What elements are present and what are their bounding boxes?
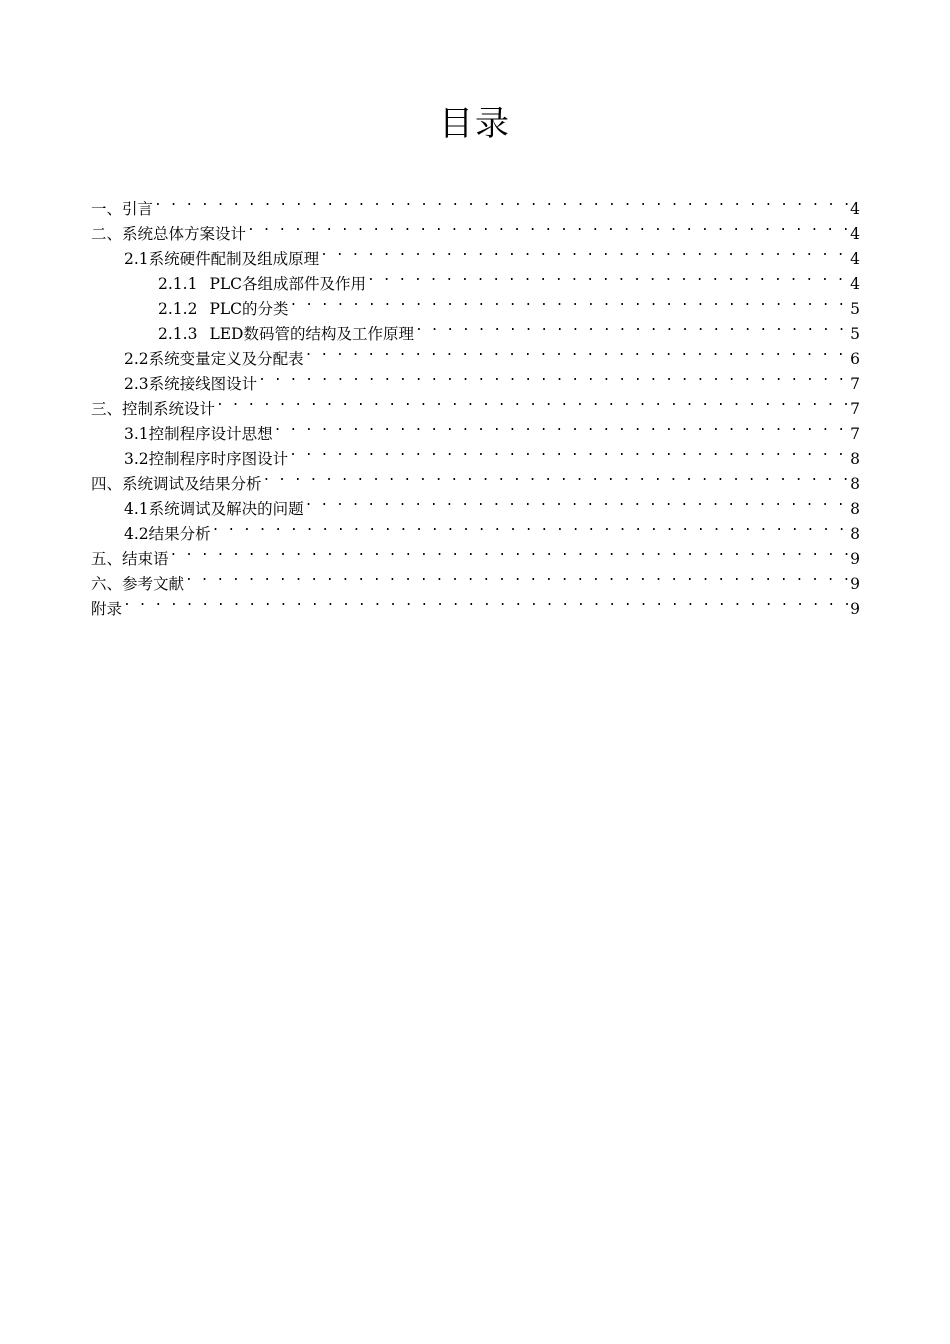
- toc-entry-label: 四、系统调试及结果分析: [91, 475, 262, 493]
- toc-page-number: 5: [850, 300, 860, 318]
- toc-entry-conclusion[interactable]: [91, 539, 860, 568]
- toc-page-number: 4: [850, 200, 860, 218]
- toc-dot-leader: [247, 214, 849, 239]
- toc-entry-2-1-2[interactable]: [91, 289, 860, 318]
- toc-entry-label: 系统调试及解决的问题: [148, 500, 304, 518]
- toc-page-number: 7: [850, 375, 860, 393]
- toc-dot-leader: [216, 389, 849, 414]
- toc-entry-label: 五、结束语: [91, 550, 169, 568]
- toc-dot-leader: [154, 189, 849, 214]
- toc-page-number: 8: [850, 500, 860, 518]
- toc-entry-label: 一、引言: [91, 200, 154, 218]
- toc-page-number: 8: [850, 525, 860, 543]
- toc-entry-label: PLC各组成部件及作用: [209, 275, 367, 293]
- toc-section-number: 2.1.2: [158, 300, 198, 318]
- toc-entry-label: LED数码管的结构及工作原理: [209, 325, 414, 343]
- toc-section-number: 4.1: [124, 500, 149, 518]
- toc-entry-references[interactable]: [91, 564, 860, 593]
- toc-entry-label: 系统接线图设计: [148, 375, 258, 393]
- toc-entry-label: 系统硬件配制及组成原理: [148, 250, 320, 268]
- toc-section-number: 3.2: [124, 450, 149, 468]
- toc-dot-leader: [320, 239, 849, 264]
- toc-entry-2-1-3[interactable]: [91, 314, 860, 343]
- toc-dot-leader: [185, 564, 849, 589]
- toc-entry-label: 系统变量定义及分配表: [148, 350, 304, 368]
- toc-entry-label: 三、控制系统设计: [91, 400, 216, 418]
- toc-entry-overall-design[interactable]: [91, 214, 860, 243]
- toc-entry-label: PLC的分类: [209, 300, 289, 318]
- toc-section-number: 2.1.3: [158, 325, 198, 343]
- toc-dot-leader: [305, 489, 849, 514]
- toc-page-number: 9: [850, 600, 860, 618]
- toc-page-number: 4: [850, 250, 860, 268]
- toc-page-number: 6: [850, 350, 860, 368]
- toc-dot-leader: [415, 314, 849, 339]
- toc-page-number: 4: [850, 225, 860, 243]
- toc-section-number: 4.2: [124, 525, 149, 543]
- toc-entry-introduction[interactable]: [91, 189, 860, 218]
- toc-section-number: 2.1: [124, 250, 149, 268]
- toc-entry-2-2[interactable]: [91, 339, 860, 368]
- toc-entry-label: 二、系统总体方案设计: [91, 225, 247, 243]
- toc-entry-label: 结果分析: [148, 525, 211, 543]
- toc-dot-leader: [123, 589, 849, 614]
- toc-section-number: 2.2: [124, 350, 149, 368]
- page-title: 目录: [439, 104, 511, 144]
- toc-entry-label: 六、参考文献: [91, 575, 185, 593]
- table-of-contents: [91, 189, 860, 618]
- toc-page-number: 4: [850, 275, 860, 293]
- toc-dot-leader: [170, 539, 850, 564]
- toc-dot-leader: [212, 514, 849, 539]
- toc-entry-label: 附录: [91, 600, 123, 618]
- toc-entry-label: 控制程序时序图设计: [148, 450, 289, 468]
- toc-dot-leader: [274, 414, 849, 439]
- toc-page-number: 8: [850, 450, 860, 468]
- toc-dot-leader: [289, 439, 849, 464]
- toc-dot-leader: [263, 464, 850, 489]
- toc-dot-leader: [305, 339, 849, 364]
- toc-entry-label: 控制程序设计思想: [148, 425, 273, 443]
- toc-section-number: 2.1.1: [158, 275, 198, 293]
- toc-page-number: 5: [850, 325, 860, 343]
- toc-page-number: 7: [850, 400, 860, 418]
- toc-section-number: 2.3: [124, 375, 149, 393]
- toc-page-number: 9: [850, 575, 860, 593]
- toc-dot-leader: [367, 264, 849, 289]
- toc-dot-leader: [290, 289, 850, 314]
- toc-section-number: 3.1: [124, 425, 149, 443]
- toc-dot-leader: [258, 364, 849, 389]
- toc-page-number: 8: [850, 475, 860, 493]
- toc-page-number: 9: [850, 550, 860, 568]
- toc-entry-appendix[interactable]: [91, 589, 860, 618]
- toc-page-number: 7: [850, 425, 860, 443]
